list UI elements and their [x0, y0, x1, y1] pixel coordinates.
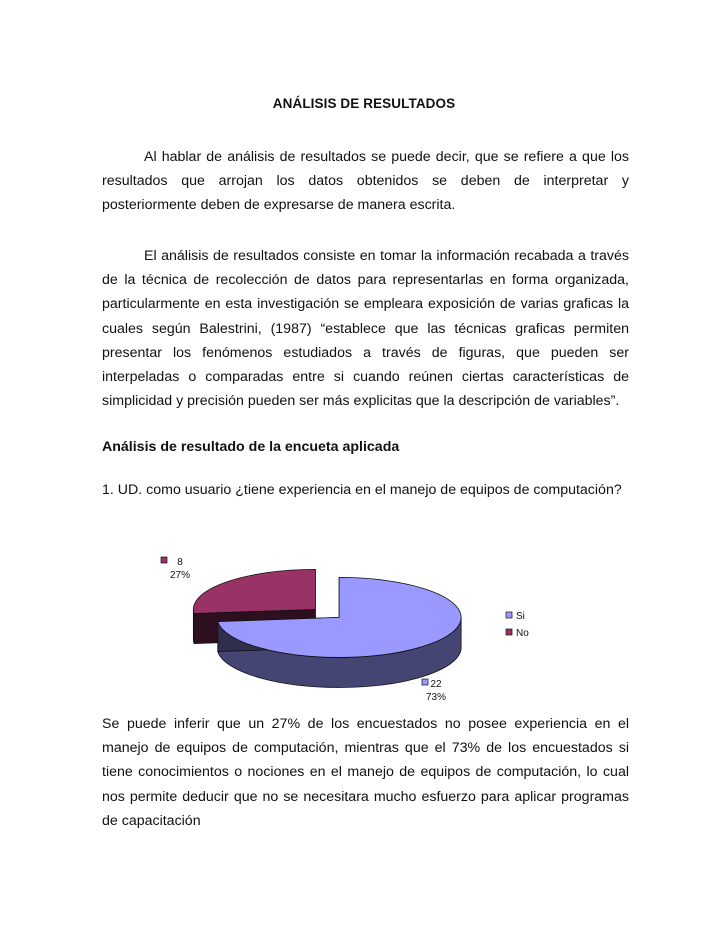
page-title: ANÁLISIS DE RESULTADOS [272, 96, 456, 111]
paragraph-intro [102, 145, 629, 218]
data-label-percent-si: 73% [425, 692, 447, 703]
pie-slice-no [193, 569, 315, 613]
data-label-value-si: 22 [430, 679, 442, 690]
pie-chart [130, 545, 550, 710]
paragraph-conclusion: Se puede inferir que un 27% de los encuestados no posee experiencia en el manejo de equipos de computación, mientras que el 73% de los encuestados si tiene conocimientos o nociones en el manejo de equipos de computación, lo cual nos permite deducir que no se necesitara mucho esfuerzo para aplicar programas de capacitación [102, 716, 629, 829]
data-label-percent-no: 27% [169, 570, 191, 581]
section-heading: Análisis de resultado de la encueta aplicada [102, 439, 400, 455]
paragraph-intro-text: Al hablar de análisis de resultados se puede decir, que se refiere a que los resultados que arrojan los datos obtenidos se deben de interpretar y posteriormente deben de expresarse de manera escrita. [102, 149, 629, 214]
pie-slices [193, 569, 461, 687]
chart-legend [504, 607, 542, 645]
label-marker-no [161, 557, 167, 563]
survey-question: 1. UD. como usuario ¿tiene experiencia en el manejo de equipos de computación? [102, 482, 622, 498]
paragraph-method-text: El análisis de resultados consiste en tomar la información recabada a través de la técnica de recolección de datos para representarlas en forma organizada, particularmente en esta investigación se empleara exposición de varias graficas la cuales según Balestrini, (1987) “establece que las técnicas graficas permiten presentar los fenómenos estudiados a través de figuras, que pueden ser interpeladas o comparadas entre si cuando reúnen ciertas características de simplicidad y precisión pueden ser más explicitas que la descripción de variables”. [102, 248, 629, 410]
legend-swatch-si [506, 612, 512, 618]
label-marker-si [422, 679, 428, 685]
legend-label-si: Si [516, 611, 525, 622]
legend-label-no: No [516, 628, 529, 639]
legend-swatch-no [506, 629, 512, 635]
paragraph-method [102, 244, 629, 413]
data-label-value-no: 8 [177, 557, 183, 568]
